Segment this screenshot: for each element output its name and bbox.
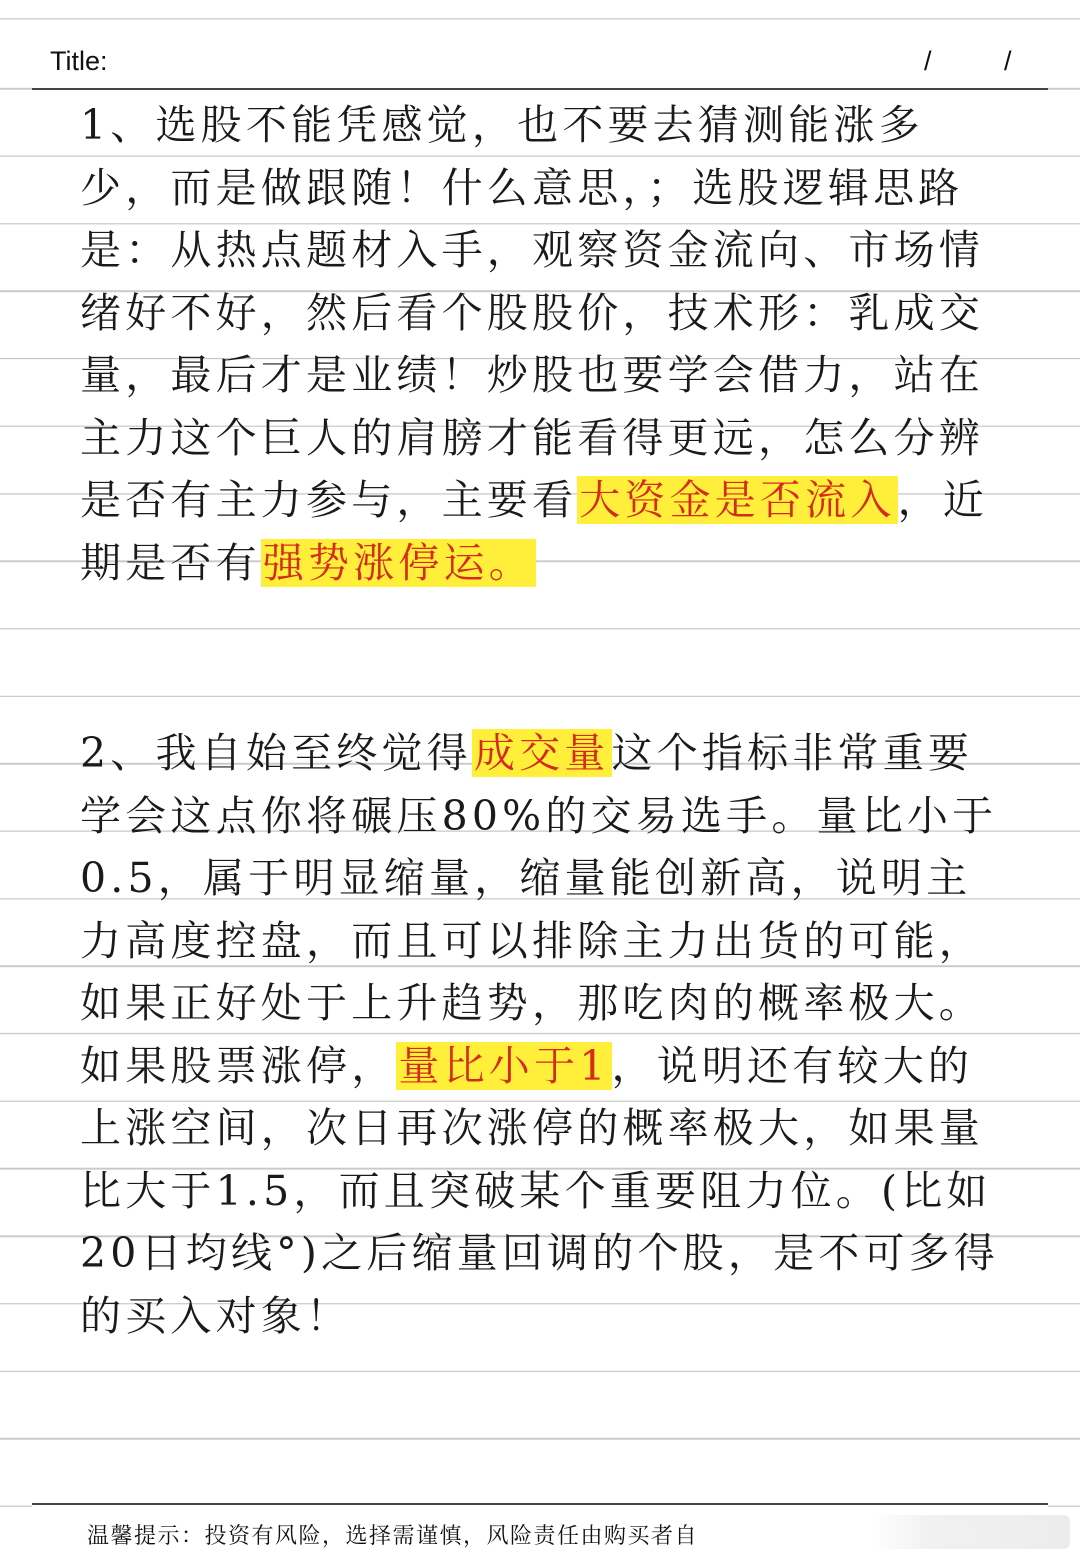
note-text: 这个指标非常重要学会这点你将碾压80%的交易选手。量比小于0.5，属于明显缩量，缩量能创新高，说明主力高度控盘，而且可以排除主力出货的可能，如果正好处于上升趋势，那吃肉的概率极大。如果股票涨停， <box>80 729 998 1090</box>
watermark <box>870 1515 1070 1549</box>
page-header <box>32 34 1048 90</box>
note-paragraph-1 <box>80 94 1000 594</box>
note-text: 1、选股不能凭感觉，也不要去猜测能涨多少，而是做跟随！什么意思，；选股逻辑思路是：从热点题材入手，观察资金流向、市场情绪好不好，然后看个股股价，技术形：乳成交量，最后才是业绩！炒股也要学会借力，站在主力这个巨人的肩膀才能看得更远，怎么分辨是否有主力参与，主要看 <box>80 101 984 524</box>
note-text: ，近期是否有 <box>80 476 989 587</box>
date-separator: / <box>1004 46 1012 76</box>
risk-warning: 温馨提示：投资有风险，选择需谨慎，风险责任由购买者自 <box>87 1524 699 1549</box>
highlighted-text: 量比小于1 <box>398 1041 610 1090</box>
highlighted-text: 成交量 <box>473 729 610 777</box>
note-text: ，说明还有较大的上涨空间，次日再次涨停的概率极大，如果量比大于1.5，而且突破某个重要阻力位。(比如20日均线°)之后缩量回调的个股，是不可多得的买入对象！ <box>80 1041 1000 1340</box>
highlighted-text: 强势涨停运。 <box>262 538 535 587</box>
title-label: Title: <box>50 46 108 76</box>
highlighted-text: 大资金是否流入 <box>579 476 896 524</box>
page-footer <box>32 1503 1048 1557</box>
date-separator: / <box>924 46 932 76</box>
note-paragraph-2 <box>80 722 1000 1347</box>
note-text: 2、我自始至终觉得 <box>80 729 472 777</box>
